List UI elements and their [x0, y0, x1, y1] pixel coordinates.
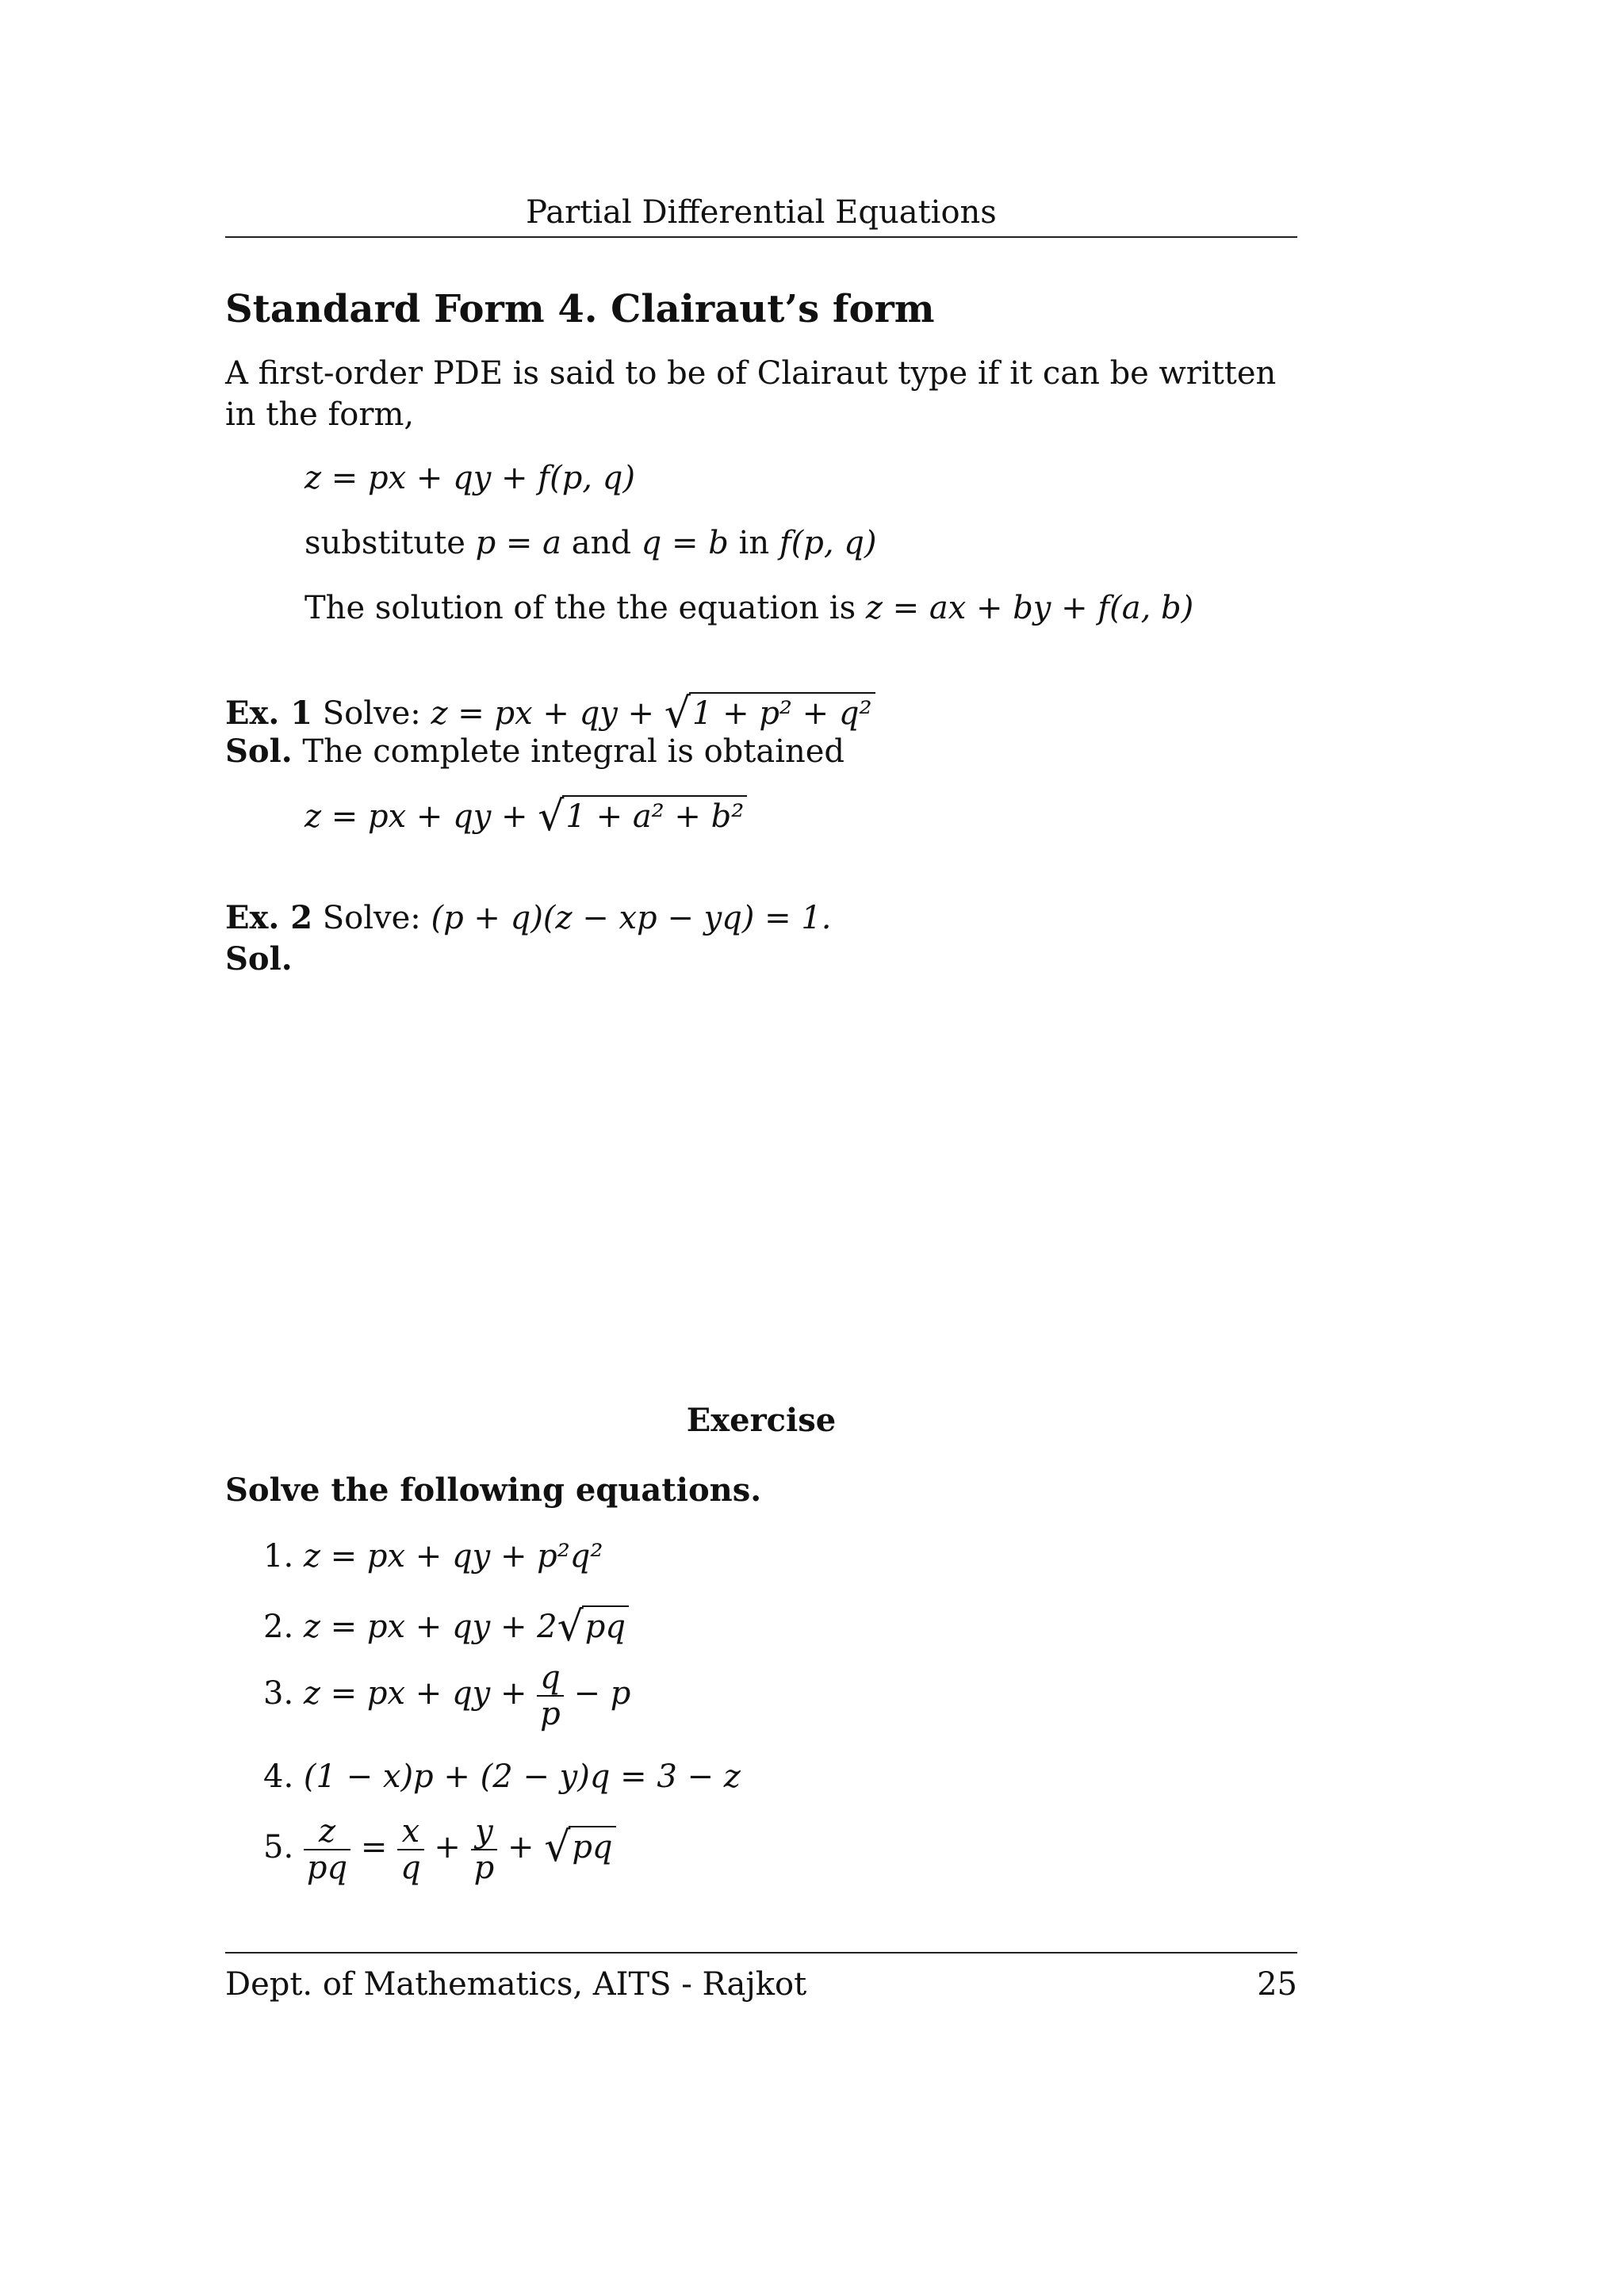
section-title: Standard Form 4. Clairaut’s form	[225, 287, 935, 331]
sqrt-symbol: √1 + p² + q²	[665, 690, 875, 737]
example-1-solve: Solve:	[322, 695, 421, 732]
fraction-numerator: x	[397, 1814, 424, 1850]
substitute-text: substitute	[304, 525, 465, 561]
exercise-instruction: Solve the following equations.	[225, 1471, 762, 1509]
exercise-item-number: 5.	[263, 1829, 294, 1866]
plus-sign: +	[497, 1829, 545, 1866]
exercise-item-number: 1.	[263, 1538, 294, 1575]
fraction-denominator: p	[540, 1696, 561, 1732]
substitute-in: in	[738, 525, 770, 561]
solution-line	[304, 590, 1193, 626]
equals-sign: =	[350, 1829, 398, 1866]
example-2-label: Ex. 2	[225, 899, 313, 936]
substitute-eq-q: q = b	[641, 525, 729, 561]
fraction-denominator: p	[473, 1850, 495, 1886]
exercise-item-equation: z = px + qy + 2	[303, 1609, 557, 1645]
exercise-item-3	[263, 1660, 630, 1732]
substitute-eq-p: p = a	[475, 525, 561, 561]
fraction-denominator: pq	[306, 1850, 348, 1886]
fraction	[304, 1814, 350, 1885]
page-number: 25	[1257, 1966, 1297, 2003]
substitute-line	[304, 525, 876, 561]
fraction	[397, 1814, 424, 1885]
exercise-item-2	[263, 1603, 629, 1651]
fraction-numerator: q	[537, 1660, 564, 1697]
exercise-item-equation: z = px + qy + p²q²	[303, 1538, 603, 1575]
sqrt-symbol: √1 + a² + b²	[538, 793, 747, 840]
fraction-denominator: q	[400, 1850, 421, 1886]
example-2-sol-label: Sol.	[225, 940, 293, 978]
exercise-item-equation-pre: z = px + qy +	[303, 1675, 538, 1712]
example-1-solution	[225, 733, 845, 770]
example-1-result-radicand: 1 + a² + b²	[562, 795, 747, 835]
sqrt-symbol: √pq	[557, 1603, 629, 1651]
exercise-item-radicand: pq	[582, 1605, 629, 1645]
fraction	[537, 1660, 564, 1732]
sqrt-symbol: √pq	[544, 1823, 615, 1871]
header-rule	[225, 236, 1297, 238]
example-2-solve: Solve:	[322, 900, 421, 936]
footer-rule	[225, 1952, 1297, 1954]
example-1-sol-text: The complete integral is obtained	[302, 733, 845, 770]
plus-sign: +	[423, 1829, 471, 1866]
exercise-item-radicand: pq	[569, 1826, 615, 1866]
fraction	[471, 1814, 498, 1885]
exercise-item-4	[263, 1758, 741, 1795]
exercise-item-5	[263, 1814, 616, 1885]
example-1-sol-label: Sol.	[225, 733, 293, 770]
exercise-item-equation-post: − p	[563, 1675, 631, 1712]
exercise-item-number: 3.	[263, 1675, 294, 1712]
substitute-function: f(p, q)	[779, 525, 877, 561]
fraction-numerator: y	[471, 1814, 498, 1850]
fraction-numerator: z	[304, 1814, 350, 1850]
solution-equation: z = ax + by + f(a, b)	[865, 590, 1194, 626]
example-1-equation: z = px + qy +	[431, 695, 665, 732]
example-2-equation: (p + q)(z − xp − yq) = 1.	[431, 900, 832, 936]
solution-text: The solution of the the equation is	[304, 590, 856, 626]
example-2	[225, 899, 832, 936]
exercise-item-number: 2.	[263, 1609, 294, 1645]
exercise-heading: Exercise	[686, 1402, 837, 1439]
footer-department: Dept. of Mathematics, AITS - Rajkot	[225, 1966, 807, 2003]
substitute-and: and	[571, 525, 631, 561]
example-1	[225, 690, 875, 737]
example-1-result	[304, 793, 747, 840]
running-header: Partial Differential Equations	[526, 194, 997, 231]
exercise-item-number: 4.	[263, 1758, 294, 1795]
example-1-label: Ex. 1	[225, 695, 313, 732]
example-1-result-lhs: z = px + qy +	[304, 798, 538, 835]
example-1-radicand: 1 + p² + q²	[689, 692, 875, 732]
exercise-item-equation: (1 − x)p + (2 − y)q = 3 − z	[303, 1758, 741, 1795]
intro-paragraph: A first-order PDE is said to be of Clairaut type if it can be written in the form,	[225, 355, 1277, 433]
clairaut-form-equation: z = px + qy + f(p, q)	[304, 460, 635, 496]
exercise-item-1	[263, 1538, 603, 1575]
